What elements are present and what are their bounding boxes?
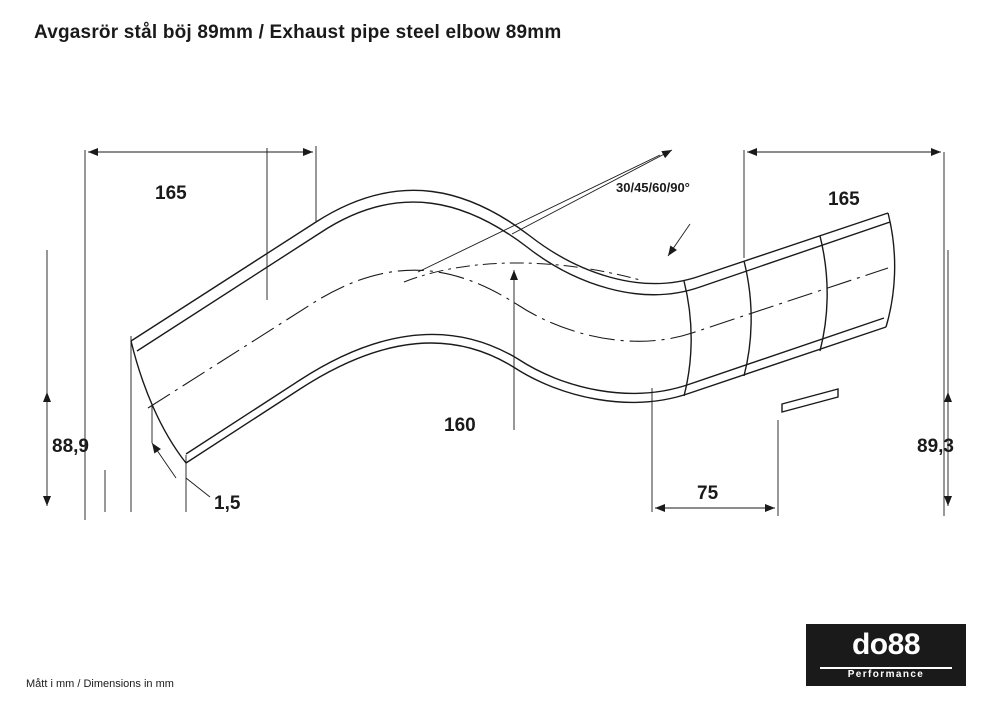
dimension-label-left-length: 165 [155, 183, 187, 204]
logo-wordmark: do88 [851, 628, 921, 661]
do88-logo [806, 624, 966, 686]
dimension-label-right-diameter: 89,3 [917, 436, 954, 457]
dimension-label-left-diameter: 88,9 [52, 436, 89, 457]
dimension-label-sleeve-length: 75 [697, 483, 719, 504]
pipe-outline [131, 190, 895, 463]
logo-tagline: Performance [847, 669, 925, 680]
dimension-label-right-length: 165 [828, 189, 860, 210]
dimension-label-wall-thickness: 1,5 [214, 493, 241, 514]
page-title: Avgasrör stål böj 89mm / Exhaust pipe steel elbow 89mm [34, 22, 562, 43]
dimension-label-angle-options: 30/45/60/90° [616, 180, 690, 195]
dimension-label-center-radius: 160 [444, 415, 476, 436]
units-note: Mått i mm / Dimensions in mm [26, 678, 174, 690]
centerline [148, 268, 888, 408]
